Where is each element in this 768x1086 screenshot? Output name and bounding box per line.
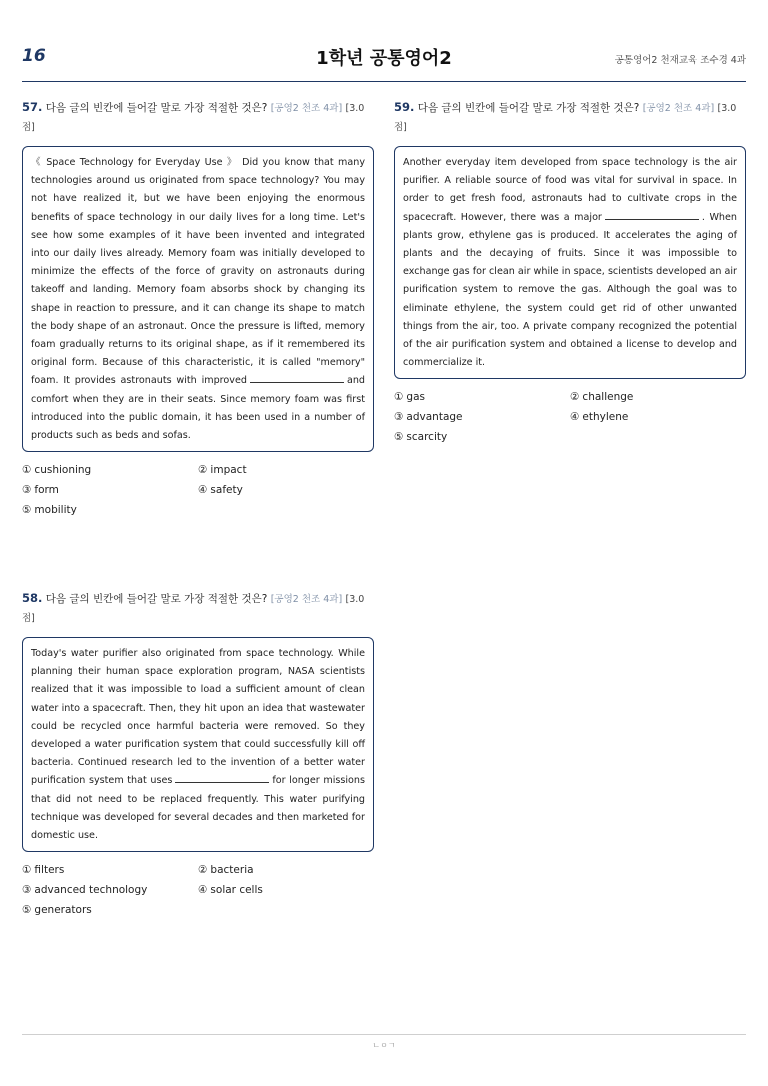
choice-text: advantage bbox=[406, 411, 463, 424]
question-text: 다음 글의 빈칸에 들어갈 말로 가장 적절한 것은? bbox=[45, 102, 268, 114]
page-title: 1학년 공통영어2 bbox=[316, 48, 452, 69]
passage-box bbox=[394, 146, 746, 379]
choice-1[interactable] bbox=[394, 387, 570, 407]
page-number: 16 bbox=[22, 46, 46, 66]
choice-mark: ③ bbox=[394, 411, 404, 424]
passage-text-after-blank: and comfort when they are in their seats. Since memory foam was first introduced into the public domain, it has been used in a number of products such as beds and sofas. bbox=[31, 375, 365, 442]
choice-mark: ① bbox=[394, 391, 404, 404]
choice-2[interactable] bbox=[570, 387, 746, 407]
choice-mark: ① bbox=[22, 864, 32, 877]
question-stem bbox=[22, 98, 374, 137]
passage-text-before-blank: Another everyday item developed from space technology is the air purifier. A reliable source of food was vital for survival in space. In order to get fresh food, astronauts had to cultivate crops in the spacecraft. However, there was a major bbox=[403, 157, 737, 223]
choice-mark: ① bbox=[22, 464, 32, 477]
passage-text-after-blank: . When plants grow, ethylene gas is produced. It accelerates the aging of plants and the decaying of fruits. Since it was impossible to exchange gas for clean air while in space, scientists developed an air purification system to remove the gas. Although the goal was to eliminate ethylene, the system could get rid of other unwanted things from the air, too. A private company recognized the potential of the air purification system and obtained a license to develop and commercialize it. bbox=[403, 211, 737, 369]
page-header bbox=[22, 40, 746, 82]
choice-5[interactable] bbox=[22, 900, 198, 920]
choice-mark: ② bbox=[198, 464, 208, 477]
choice-1[interactable] bbox=[22, 460, 198, 480]
answer-blank bbox=[175, 773, 269, 783]
answer-blank bbox=[605, 210, 699, 220]
question-number: 57. bbox=[22, 100, 43, 114]
choice-mark: ④ bbox=[570, 411, 580, 424]
choice-text: advanced technology bbox=[34, 884, 148, 897]
answer-choices bbox=[22, 860, 374, 920]
question-stem bbox=[22, 589, 374, 628]
choice-mark: ② bbox=[198, 864, 208, 877]
passage-text-before-blank: 《 Space Technology for Everyday Use 》 Did you know that many technologies around us originated from space technology? You may not have realized it, but we have been enjoying the enormous benefits of space technology in our daily lives for a long time. Let's see how some examples of it have been invented and integrated into our daily lives already. Memory foam was initially developed to minimize the effects of the force of gravity on astronauts during takeoff and landing. Memory foam absorbs shock by changing its shape in reaction to pressure, and it can change its shape to match the body shape of an astronaut. Once the pressure is lifted, memory foam gradually returns to its original shape, as if it remembered its original form. Because of this characteristic, it is called "memory" foam. It provides astronauts with improved bbox=[31, 157, 365, 387]
choice-text: solar cells bbox=[210, 884, 263, 897]
choice-mark: ④ bbox=[198, 484, 208, 497]
passage-box bbox=[22, 146, 374, 452]
header-subtitle: 공통영어2 천재교육 조수경 4과 bbox=[614, 55, 746, 66]
choice-2[interactable] bbox=[198, 860, 374, 880]
choice-3[interactable] bbox=[22, 480, 198, 500]
choice-4[interactable] bbox=[198, 480, 374, 500]
question-57 bbox=[22, 98, 374, 520]
choice-text: form bbox=[34, 484, 59, 497]
choice-mark: ③ bbox=[22, 884, 32, 897]
answer-choices bbox=[22, 460, 374, 520]
choice-text: generators bbox=[34, 904, 92, 917]
answer-blank bbox=[250, 373, 344, 383]
choice-text: safety bbox=[210, 484, 243, 497]
question-points: [3.0 점] bbox=[22, 594, 365, 624]
choice-text: bacteria bbox=[210, 864, 254, 877]
passage-text-before-blank: Today's water purifier also originated from space technology. While planning their human space exploration program, NASA scientists realized that it was impossible to load a sufficient amount of clean water into a spacecraft. Then, they hit upon an idea that wastewater could be recycled once harmful bacteria were removed. So they developed a water purification system that could successfully kill off bacteria. Continued research led to the invention of a better water purification system that uses bbox=[31, 648, 365, 787]
choice-mark: ② bbox=[570, 391, 580, 404]
choice-2[interactable] bbox=[198, 460, 374, 480]
choice-mark: ⑤ bbox=[22, 504, 32, 517]
question-points: [3.0 점] bbox=[394, 103, 737, 133]
choice-5[interactable] bbox=[394, 427, 570, 447]
choice-3[interactable] bbox=[22, 880, 198, 900]
choice-text: ethylene bbox=[582, 411, 629, 424]
choice-text: gas bbox=[406, 391, 425, 404]
question-tag: [공영2 천조 4과] bbox=[642, 103, 715, 114]
choice-mark: ④ bbox=[198, 884, 208, 897]
choice-5[interactable] bbox=[22, 500, 198, 520]
choice-text: filters bbox=[34, 864, 65, 877]
choice-mark: ⑤ bbox=[22, 904, 32, 917]
question-stem bbox=[394, 98, 746, 137]
choice-mark: ③ bbox=[22, 484, 32, 497]
choice-text: cushioning bbox=[34, 464, 92, 477]
choice-3[interactable] bbox=[394, 407, 570, 427]
question-number: 59. bbox=[394, 100, 415, 114]
question-tag: [공영2 천조 4과] bbox=[270, 594, 343, 605]
footer-text: ㄴㅇㄱ bbox=[372, 1041, 396, 1050]
choice-text: challenge bbox=[582, 391, 634, 404]
choice-1[interactable] bbox=[22, 860, 198, 880]
question-number: 58. bbox=[22, 591, 43, 605]
question-text: 다음 글의 빈칸에 들어갈 말로 가장 적절한 것은? bbox=[45, 593, 268, 605]
passage-text-after-blank: for longer missions that did not need to be replaced frequently. This water purifying technique was developed for several decades and then marketed for domestic use. bbox=[31, 775, 365, 842]
choice-text: impact bbox=[210, 464, 247, 477]
choice-mark: ⑤ bbox=[394, 431, 404, 444]
footer-divider bbox=[22, 1034, 746, 1035]
choice-4[interactable] bbox=[198, 880, 374, 900]
question-58 bbox=[22, 589, 374, 920]
question-points: [3.0 점] bbox=[22, 103, 365, 133]
question-tag: [공영2 천조 4과] bbox=[270, 103, 343, 114]
question-59 bbox=[394, 98, 746, 447]
answer-choices bbox=[394, 387, 746, 447]
choice-4[interactable] bbox=[570, 407, 746, 427]
choice-text: mobility bbox=[34, 504, 77, 517]
choice-text: scarcity bbox=[406, 431, 448, 444]
question-text: 다음 글의 빈칸에 들어갈 말로 가장 적절한 것은? bbox=[417, 102, 640, 114]
passage-box bbox=[22, 637, 374, 852]
